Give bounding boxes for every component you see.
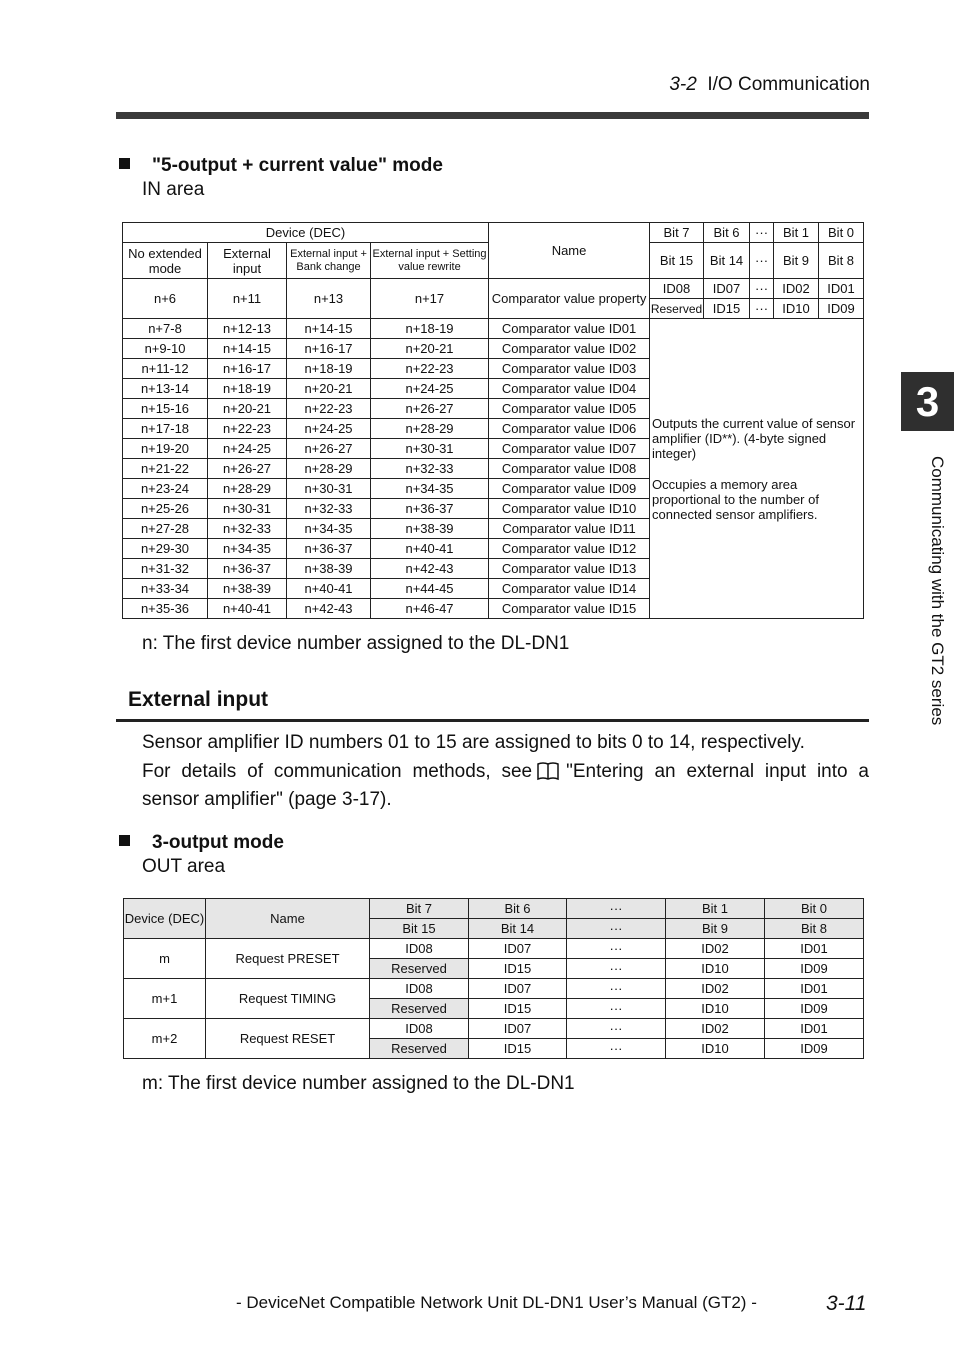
external-input-bank-header: External input + Bank change bbox=[287, 243, 371, 279]
table-cell: ID08 bbox=[370, 979, 469, 999]
table-cell: n+18-19 bbox=[287, 359, 371, 379]
in-mode-heading-text: "5-output + current value" mode bbox=[152, 155, 443, 176]
bit-header: Bit 0 bbox=[765, 899, 864, 919]
running-header bbox=[560, 74, 870, 96]
table-cell: n+40-41 bbox=[208, 599, 287, 619]
table-cell: ··· bbox=[750, 279, 774, 299]
table-cell: Reserved bbox=[370, 999, 469, 1019]
table-cell: ID15 bbox=[704, 299, 750, 319]
table-cell: ID15 bbox=[469, 999, 567, 1019]
table-cell: n+13-14 bbox=[123, 379, 208, 399]
chapter-side-label bbox=[927, 456, 947, 766]
bit-header: Bit 9 bbox=[774, 243, 819, 279]
table-cell: ID07 bbox=[469, 979, 567, 999]
table-cell: n+29-30 bbox=[123, 539, 208, 559]
page-number: 3-11 bbox=[826, 1292, 867, 1315]
table-cell: n+16-17 bbox=[208, 359, 287, 379]
name-header: Name bbox=[206, 899, 370, 939]
bit-header: Bit 15 bbox=[370, 919, 469, 939]
table-cell: Comparator value ID09 bbox=[489, 479, 650, 499]
table-cell: ··· bbox=[567, 1039, 666, 1059]
table-cell: ID09 bbox=[765, 999, 864, 1019]
square-bullet-icon bbox=[119, 158, 130, 169]
external-input-header: External input bbox=[208, 243, 287, 279]
bit-header: Bit 7 bbox=[650, 223, 704, 243]
table-cell: n+28-29 bbox=[371, 419, 489, 439]
bit-header: Bit 6 bbox=[469, 899, 567, 919]
table-cell: ID07 bbox=[469, 1019, 567, 1039]
table-cell: n+30-31 bbox=[371, 439, 489, 459]
table-cell: n+26-27 bbox=[371, 399, 489, 419]
table-row bbox=[124, 939, 864, 959]
header-rule bbox=[116, 112, 869, 119]
table-cell: Comparator value ID04 bbox=[489, 379, 650, 399]
table-cell: Comparator value ID12 bbox=[489, 539, 650, 559]
table-cell: n+25-26 bbox=[123, 499, 208, 519]
table-cell: n+36-37 bbox=[287, 539, 371, 559]
table-cell: n+32-33 bbox=[371, 459, 489, 479]
table-cell: ··· bbox=[567, 959, 666, 979]
table-cell: n+44-45 bbox=[371, 579, 489, 599]
table-cell: n+20-21 bbox=[371, 339, 489, 359]
bit-header: Bit 9 bbox=[666, 919, 765, 939]
table-cell: ID10 bbox=[666, 959, 765, 979]
table-cell: ··· bbox=[567, 999, 666, 1019]
table-cell: ID09 bbox=[765, 959, 864, 979]
out-area-table bbox=[123, 898, 864, 1059]
table-cell: ID02 bbox=[774, 279, 819, 299]
table-cell: n+34-35 bbox=[287, 519, 371, 539]
description-text-1: Outputs the current value of sensor amplifier (ID**). (4-byte signed integer) bbox=[652, 415, 856, 461]
table-cell: Comparator value ID01 bbox=[489, 319, 650, 339]
para2-text-pre: For details of communication methods, see bbox=[142, 761, 533, 782]
bit-header: Bit 14 bbox=[469, 919, 567, 939]
table-cell: Comparator value ID06 bbox=[489, 419, 650, 439]
table-cell: n+12-13 bbox=[208, 319, 287, 339]
table-cell: n+42-43 bbox=[371, 559, 489, 579]
no-extended-mode-header: No extended mode bbox=[123, 243, 208, 279]
table-cell: Comparator value ID02 bbox=[489, 339, 650, 359]
table-cell: n+22-23 bbox=[287, 399, 371, 419]
table-cell: n+20-21 bbox=[208, 399, 287, 419]
table-cell: n+17 bbox=[371, 279, 489, 319]
device-dec-header: Device (DEC) bbox=[124, 899, 206, 939]
section-title: I/O Communication bbox=[707, 74, 870, 95]
table-cell: Comparator value ID11 bbox=[489, 519, 650, 539]
table-cell: ID07 bbox=[704, 279, 750, 299]
table-cell: ID01 bbox=[819, 279, 864, 299]
table-cell: n+32-33 bbox=[287, 499, 371, 519]
chapter-side-label-text: Communicating with the GT2 series bbox=[928, 456, 947, 726]
bit-header: Bit 8 bbox=[819, 243, 864, 279]
table-cell: ID08 bbox=[650, 279, 704, 299]
table-cell: n+24-25 bbox=[371, 379, 489, 399]
table-cell: n+26-27 bbox=[287, 439, 371, 459]
table-cell: ID10 bbox=[666, 1039, 765, 1059]
table-cell: n+6 bbox=[123, 279, 208, 319]
bit-header: Bit 8 bbox=[765, 919, 864, 939]
table-cell: n+17-18 bbox=[123, 419, 208, 439]
table-cell: n+11-12 bbox=[123, 359, 208, 379]
table-cell: m+2 bbox=[124, 1019, 206, 1059]
table-cell: ID10 bbox=[666, 999, 765, 1019]
table-cell: Comparator value ID03 bbox=[489, 359, 650, 379]
table-cell: Comparator value ID05 bbox=[489, 399, 650, 419]
table-cell: Comparator value property bbox=[489, 279, 650, 319]
table-cell: Reserved bbox=[370, 959, 469, 979]
table-cell: ID02 bbox=[666, 1019, 765, 1039]
external-input-para-1: Sensor amplifier ID numbers 01 to 15 are assigned to bits 0 to 14, respectively. bbox=[142, 732, 805, 753]
table-cell: Reserved bbox=[650, 299, 704, 319]
table-cell: n+34-35 bbox=[208, 539, 287, 559]
bit-header: Bit 14 bbox=[704, 243, 750, 279]
in-mode-heading bbox=[119, 155, 443, 177]
bit-header: Bit 1 bbox=[666, 899, 765, 919]
table-cell: n+11 bbox=[208, 279, 287, 319]
out-area-label: OUT area bbox=[142, 856, 226, 877]
bit-header: ··· bbox=[567, 899, 666, 919]
section-number: 3-2 bbox=[669, 74, 697, 95]
table-cell: ID08 bbox=[370, 1019, 469, 1039]
table-cell: n+28-29 bbox=[208, 479, 287, 499]
table-cell: n+14-15 bbox=[208, 339, 287, 359]
out-mode-heading-text: 3-output mode bbox=[152, 832, 284, 853]
table-cell: Request RESET bbox=[206, 1019, 370, 1059]
table-row bbox=[124, 1019, 864, 1039]
external-input-setting-header: External input + Setting value rewrite bbox=[371, 243, 489, 279]
table-cell: ID07 bbox=[469, 939, 567, 959]
bit-header: ··· bbox=[750, 243, 774, 279]
bit-header: Bit 6 bbox=[704, 223, 750, 243]
table-cell: ID02 bbox=[666, 939, 765, 959]
table-cell: ID01 bbox=[765, 939, 864, 959]
table-cell: n+15-16 bbox=[123, 399, 208, 419]
bit-header: ··· bbox=[750, 223, 774, 243]
table-cell: n+22-23 bbox=[208, 419, 287, 439]
table-cell: Request PRESET bbox=[206, 939, 370, 979]
table-cell: Reserved bbox=[370, 1039, 469, 1059]
table-cell: n+24-25 bbox=[208, 439, 287, 459]
table-cell: n+30-31 bbox=[287, 479, 371, 499]
table-cell: m+1 bbox=[124, 979, 206, 1019]
table-cell: ID09 bbox=[765, 1039, 864, 1059]
table-cell: ID15 bbox=[469, 1039, 567, 1059]
table-cell: n+19-20 bbox=[123, 439, 208, 459]
table-cell: n+27-28 bbox=[123, 519, 208, 539]
description-text-2: Occupies a memory area proportional to the number of connected sensor amplifiers. bbox=[652, 476, 819, 522]
table-cell: n+13 bbox=[287, 279, 371, 319]
table-cell: n+34-35 bbox=[371, 479, 489, 499]
section-rule bbox=[116, 719, 869, 722]
table-cell: n+40-41 bbox=[371, 539, 489, 559]
table-cell: n+16-17 bbox=[287, 339, 371, 359]
table-cell: n+42-43 bbox=[287, 599, 371, 619]
table-cell: n+18-19 bbox=[208, 379, 287, 399]
table-cell: ID01 bbox=[765, 1019, 864, 1039]
table-cell: n+22-23 bbox=[371, 359, 489, 379]
table-cell: Comparator value ID07 bbox=[489, 439, 650, 459]
table-cell: Comparator value ID08 bbox=[489, 459, 650, 479]
external-input-para-2 bbox=[142, 760, 869, 812]
name-header: Name bbox=[489, 223, 650, 279]
bit-header: ··· bbox=[567, 919, 666, 939]
table-cell: ··· bbox=[567, 979, 666, 999]
table-cell: n+31-32 bbox=[123, 559, 208, 579]
square-bullet-icon bbox=[119, 835, 130, 846]
table-cell: n+14-15 bbox=[287, 319, 371, 339]
table-cell: m bbox=[124, 939, 206, 979]
table-cell: ID15 bbox=[469, 959, 567, 979]
table-cell: n+9-10 bbox=[123, 339, 208, 359]
table-cell: n+23-24 bbox=[123, 479, 208, 499]
in-area-label: IN area bbox=[142, 179, 205, 200]
description-cell bbox=[650, 319, 864, 619]
table-cell: n+46-47 bbox=[371, 599, 489, 619]
external-input-heading: External input bbox=[128, 688, 269, 711]
table-cell: n+36-37 bbox=[208, 559, 287, 579]
note-m: m: The first device number assigned to the DL-DN1 bbox=[142, 1073, 575, 1094]
table-cell: n+26-27 bbox=[208, 459, 287, 479]
bit-header: Bit 7 bbox=[370, 899, 469, 919]
table-cell: ID10 bbox=[774, 299, 819, 319]
book-icon bbox=[536, 761, 560, 788]
table-cell: ID08 bbox=[370, 939, 469, 959]
device-dec-header: Device (DEC) bbox=[123, 223, 489, 243]
table-cell: Comparator value ID10 bbox=[489, 499, 650, 519]
table-cell: n+38-39 bbox=[208, 579, 287, 599]
table-row bbox=[124, 979, 864, 999]
note-n: n: The first device number assigned to the DL-DN1 bbox=[142, 633, 570, 654]
table-cell: n+24-25 bbox=[287, 419, 371, 439]
table-cell: n+36-37 bbox=[371, 499, 489, 519]
table-cell: ··· bbox=[567, 939, 666, 959]
footer-text: - DeviceNet Compatible Network Unit DL-DN1 User’s Manual (GT2) - bbox=[236, 1293, 757, 1312]
table-cell: n+38-39 bbox=[371, 519, 489, 539]
out-mode-heading bbox=[119, 832, 284, 854]
bit-header: Bit 15 bbox=[650, 243, 704, 279]
table-cell: n+35-36 bbox=[123, 599, 208, 619]
table-row bbox=[123, 319, 864, 339]
table-cell: ID09 bbox=[819, 299, 864, 319]
table-cell: Comparator value ID13 bbox=[489, 559, 650, 579]
in-area-table bbox=[122, 222, 864, 619]
table-cell: ID02 bbox=[666, 979, 765, 999]
table-cell: n+32-33 bbox=[208, 519, 287, 539]
bit-header: Bit 1 bbox=[774, 223, 819, 243]
table-cell: Request TIMING bbox=[206, 979, 370, 1019]
table-cell: n+40-41 bbox=[287, 579, 371, 599]
table-cell: ID01 bbox=[765, 979, 864, 999]
table-cell: n+38-39 bbox=[287, 559, 371, 579]
table-cell: n+33-34 bbox=[123, 579, 208, 599]
table-cell: n+28-29 bbox=[287, 459, 371, 479]
table-cell: ··· bbox=[567, 1019, 666, 1039]
table-cell: n+7-8 bbox=[123, 319, 208, 339]
table-cell: n+30-31 bbox=[208, 499, 287, 519]
table-cell: n+21-22 bbox=[123, 459, 208, 479]
chapter-tab: 3 bbox=[901, 372, 954, 431]
bit-header: Bit 0 bbox=[819, 223, 864, 243]
table-cell: Comparator value ID15 bbox=[489, 599, 650, 619]
table-cell: ··· bbox=[750, 299, 774, 319]
table-cell: n+18-19 bbox=[371, 319, 489, 339]
para2-text-post: "Entering an external input into a sensor amplifier" (page 3-17). bbox=[142, 761, 869, 810]
table-cell: Comparator value ID14 bbox=[489, 579, 650, 599]
table-cell: n+20-21 bbox=[287, 379, 371, 399]
